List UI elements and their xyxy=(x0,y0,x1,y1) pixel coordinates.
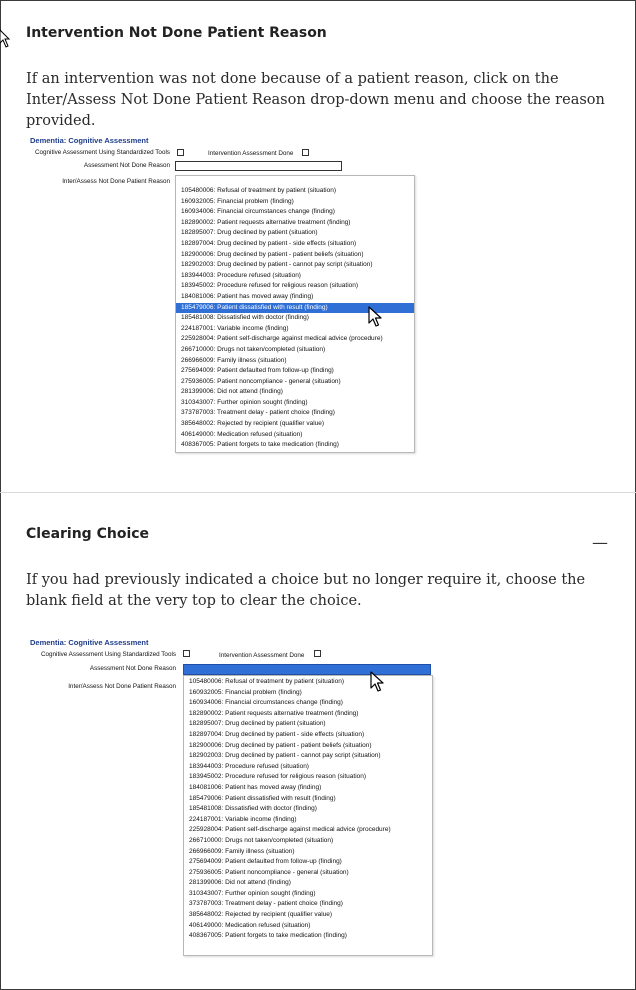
dropdown-option[interactable]: 184081006: Patient has moved away (finding) xyxy=(181,292,314,300)
dropdown-option[interactable]: 385648002: Rejected by recipient (qualifier value) xyxy=(189,911,333,919)
standardized-tools-checkbox[interactable] xyxy=(183,650,190,657)
dropdown-option[interactable]: 275694009: Patient defaulted from follow-up (finding) xyxy=(189,858,342,866)
patient-reason-option-list xyxy=(184,677,432,942)
form-title: Dementia: Cognitive Assessment xyxy=(30,638,149,647)
dropdown-option[interactable]: 182900006: Drug declined by patient - patient beliefs (situation) xyxy=(181,250,364,258)
dropdown-option[interactable]: 275694009: Patient defaulted from follow-up (finding) xyxy=(181,367,334,375)
dropdown-option[interactable]: 183944003: Procedure refused (situation) xyxy=(181,271,301,279)
dropdown-option[interactable]: 182897004: Drug declined by patient - side effects (situation) xyxy=(189,730,365,738)
minus-icon[interactable]: — xyxy=(592,533,608,552)
dropdown-option[interactable]: 406149000: Medication refused (situation) xyxy=(181,430,303,438)
patient-reason-dropdown[interactable] xyxy=(183,675,433,956)
assessment-done-label: Intervention Assessment Done xyxy=(208,150,294,157)
dropdown-option[interactable]: 160932005: Financial problem (finding) xyxy=(181,197,294,205)
dropdown-option[interactable]: 281399006: Did not attend (finding) xyxy=(189,879,291,887)
section-divider xyxy=(0,492,636,493)
dropdown-option[interactable]: 105480006: Refusal of treatment by patient (situation) xyxy=(189,678,345,685)
dropdown-option[interactable]: 185479006: Patient dissatisfied with result (finding) xyxy=(189,794,336,802)
dropdown-option[interactable]: 408367005: Patient forgets to take medication (finding) xyxy=(181,441,339,449)
dropdown-option[interactable]: 160934006: Financial circumstances change (finding) xyxy=(181,208,335,216)
mouse-pointer-icon xyxy=(370,671,386,695)
dropdown-option[interactable]: 266966009: Family illness (situation) xyxy=(181,356,287,364)
dropdown-option[interactable]: 185481008: Dissatisfied with doctor (finding) xyxy=(181,314,309,322)
assessment-done-checkbox[interactable] xyxy=(314,650,321,657)
mouse-pointer-icon xyxy=(368,306,384,330)
screenshot-clearing-choice xyxy=(30,638,440,958)
assessment-done-checkbox[interactable] xyxy=(302,149,309,156)
patient-reason-label: Inter/Assess Not Done Patient Reason xyxy=(62,178,170,185)
dropdown-option[interactable]: 406149000: Medication refused (situation) xyxy=(189,921,311,929)
standardized-tools-checkbox[interactable] xyxy=(177,149,184,156)
dropdown-option[interactable]: 385648002: Rejected by recipient (qualifier value) xyxy=(181,420,325,428)
dropdown-option[interactable]: 182902003: Drug declined by patient - cannot pay script (situation) xyxy=(189,752,381,760)
dropdown-option[interactable]: 408367005: Patient forgets to take medication (finding) xyxy=(189,932,347,940)
dropdown-option[interactable]: 224187001: Variable income (finding) xyxy=(181,324,289,332)
dropdown-option[interactable]: 185479006: Patient dissatisfied with result (finding) xyxy=(176,303,414,314)
dropdown-option[interactable]: 275936005: Patient noncompliance - general (situation) xyxy=(181,377,341,385)
dropdown-option[interactable]: 182895007: Drug declined by patient (situation) xyxy=(181,229,318,237)
section-title: Clearing Choice xyxy=(26,526,150,542)
screenshot-patient-reason xyxy=(30,136,430,456)
dropdown-option[interactable]: 182890002: Patient requests alternative treatment (finding) xyxy=(189,709,359,717)
section-description: If you had previously indicated a choice but no longer require it, choose the blank field at the very top to clear the choice. xyxy=(26,572,586,609)
dropdown-option[interactable]: 182897004: Drug declined by patient - side effects (situation) xyxy=(181,239,357,247)
dropdown-option[interactable]: 310343007: Further opinion sought (finding) xyxy=(181,398,308,406)
not-done-reason-label: Assessment Not Done Reason xyxy=(83,162,170,169)
dropdown-option[interactable]: 185481008: Dissatisfied with doctor (finding) xyxy=(189,805,317,813)
dropdown-option[interactable]: 160932005: Financial problem (finding) xyxy=(189,688,302,696)
dropdown-option[interactable]: 224187001: Variable income (finding) xyxy=(189,815,297,823)
dropdown-option[interactable]: 182890002: Patient requests alternative treatment (finding) xyxy=(181,218,351,226)
dropdown-option[interactable]: 182895007: Drug declined by patient (situation) xyxy=(189,720,326,728)
section-description: If an intervention was not done because of a patient reason, click on the Inter/Assess Not Done Patient Reason drop-down menu and choose the reason provided. xyxy=(26,71,605,129)
dropdown-option[interactable]: 225928004: Patient self-discharge against medical advice (procedure) xyxy=(181,335,383,343)
dropdown-option[interactable]: 160934006: Financial circumstances change (finding) xyxy=(189,699,343,707)
dropdown-option[interactable]: 183945002: Procedure refused for religious reason (situation) xyxy=(181,282,359,290)
assessment-done-label: Intervention Assessment Done xyxy=(219,652,305,659)
blank-option-selected[interactable] xyxy=(183,664,431,675)
dropdown-option[interactable]: 266710000: Drugs not taken/completed (situation) xyxy=(189,836,334,844)
not-done-reason-label: Assessment Not Done Reason xyxy=(89,665,176,672)
dropdown-option[interactable]: 373787003: Treatment delay - patient choice (finding) xyxy=(189,900,343,908)
form-title: Dementia: Cognitive Assessment xyxy=(30,136,149,145)
dropdown-option[interactable]: 281399006: Did not attend (finding) xyxy=(181,388,283,396)
section-title: Intervention Not Done Patient Reason xyxy=(26,25,327,41)
dropdown-option[interactable]: 182902003: Drug declined by patient - cannot pay script (situation) xyxy=(181,261,373,269)
standardized-tools-label: Cognitive Assessment Using Standardized Tools xyxy=(41,651,176,658)
dropdown-option[interactable]: 266710000: Drugs not taken/completed (situation) xyxy=(181,345,326,353)
dropdown-option[interactable]: 225928004: Patient self-discharge against medical advice (procedure) xyxy=(189,826,391,834)
dropdown-option[interactable]: 373787003: Treatment delay - patient choice (finding) xyxy=(181,409,335,417)
dropdown-option[interactable]: 182900006: Drug declined by patient - patient beliefs (situation) xyxy=(189,741,372,749)
dropdown-option[interactable]: 266966009: Family illness (situation) xyxy=(189,847,295,855)
not-done-reason-field[interactable] xyxy=(175,161,342,171)
standardized-tools-label: Cognitive Assessment Using Standardized Tools xyxy=(35,149,170,156)
dropdown-option[interactable]: 105480006: Refusal of treatment by patient (situation) xyxy=(181,187,337,194)
patient-reason-label: Inter/Assess Not Done Patient Reason xyxy=(68,683,176,690)
dropdown-option[interactable]: 183944003: Procedure refused (situation) xyxy=(189,762,309,770)
dropdown-option[interactable]: 183945002: Procedure refused for religious reason (situation) xyxy=(189,773,367,781)
dropdown-option[interactable]: 275936005: Patient noncompliance - general (situation) xyxy=(189,868,349,876)
dropdown-option[interactable]: 184081006: Patient has moved away (finding) xyxy=(189,783,322,791)
mouse-cursor-icon xyxy=(0,26,12,50)
dropdown-option[interactable]: 310343007: Further opinion sought (finding) xyxy=(189,889,316,897)
